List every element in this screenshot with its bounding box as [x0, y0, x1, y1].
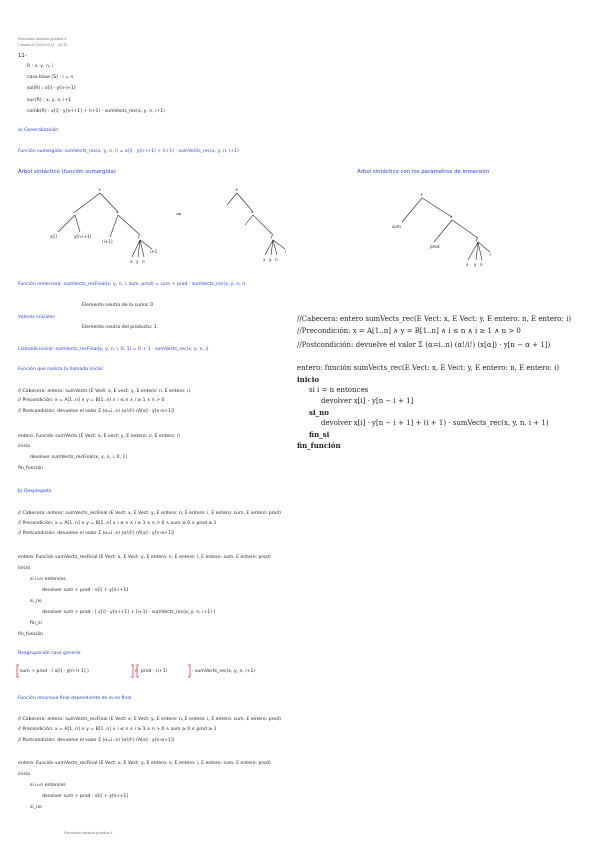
tree-title-2: Árbol sintáctico con los parámetros de inmersión — [357, 169, 490, 175]
spec-line: si i=n entonces — [30, 577, 66, 582]
reagrupacion-label: Reagrupación caso general — [18, 651, 81, 656]
def-line: R : x, y, n, i — [27, 64, 54, 69]
spec-line: si_no — [30, 599, 42, 604]
typed-line: devolver x[i] · y[n − i + 1] — [321, 397, 414, 405]
func-sumergida: Función sumergida: sumVects_rec(x, y, n, i) = x[i] · y[n-i+1] + (i+1) · sumVects_rec(x, y, n, i+1) — [18, 149, 239, 154]
spec-line: devolver sum + prod · x[i] + y[n-i+1] — [42, 794, 129, 799]
tree-times: * — [450, 216, 453, 221]
typed-line: si_no — [309, 408, 329, 417]
tree-leaf: i — [490, 252, 492, 257]
spec-line: fin_función — [18, 632, 44, 637]
typed-line: si i = n entonces — [309, 386, 369, 394]
tree-leaf: (i+1) — [102, 239, 113, 244]
funcion-llamada-label: Función que realiza la llamada inicial — [18, 367, 103, 372]
tree-leaf: f — [138, 235, 140, 240]
spec-line: inicio — [18, 566, 31, 571]
llamada-inicial: Llamada inicial: sumVects_recFinal(x, y, n, i, 0, 1) = 0 + 1 · sumVects_rec(x, y, n, i) — [18, 347, 209, 352]
spec-line: // Postcondición: devuelve el valor Σ (α=i..n) (α!/i!) (A[α] · y[n-α+1]) — [18, 738, 175, 743]
spec-line: entero: Función sumVects_recFinal (E Vect: x, E Vect: y, E entero: n, E entero: i, E entero: sum, E entero: prod) — [18, 555, 271, 560]
spec-line: // Postcondición: devuelve el valor Σ (α=i..n) (α!/i!) (A[α] · y[n-α+1]) — [18, 409, 175, 414]
syntax-tree-2 — [215, 185, 315, 270]
tree-leaf: i — [285, 249, 287, 254]
spec-line: // Cabecera: entero: sumVects_recFinal (E Vect: x, E Vect: y, E entero: n, E entero: i, E entero: sum, E entero: prod) — [18, 511, 281, 516]
tree-plus: + — [98, 187, 102, 192]
tree-leaf: f — [271, 235, 273, 240]
tree-leaf: n — [275, 257, 278, 262]
section-heading: a) Generalización — [18, 128, 59, 133]
tree-leaf: f — [476, 238, 478, 243]
problem-label: 11- — [18, 53, 27, 59]
spec-line: // Precondición: x = A[1..n] ∧ y = B[1..n] ∧ i ≤ n ∧ i ≥ 1 ∧ n > 0 ∧ sum ≥ 0 ∧ prod ≥ 1 — [18, 727, 217, 732]
spec-line: devolver sumVects_recFinal(x, y, n, i, 0, 1) — [30, 455, 128, 460]
def-line: comb(R) : x[i] · y[n-i+1] + (i+1) · sumVects_rec(x, y, n, i+1) — [27, 109, 165, 114]
page-footer: Recursión idealiza práctica 4 — [64, 831, 113, 835]
syntax-tree-1 — [40, 185, 170, 270]
func-inmersora-label: Función inmersora: sumVects_recFinal(x, y, n, i, sum, prod) = sum + prod · sumVects_rec(x, y, n, i) — [18, 282, 246, 287]
section-heading: b) Desplegado — [18, 489, 52, 494]
reag-formula: · sumVects_rec(x, y, n, i+1) — [192, 669, 256, 674]
neutro-producto: Elemento neutro del producto: 1 — [82, 325, 157, 330]
spec-line: entero: Función sumVects_recFinal (E Vect: x, E Vect: y, E entero: n, E entero: i, E entero: sum, E entero: prod) — [18, 761, 271, 766]
arrow: ⇒ — [176, 211, 182, 218]
typed-line: //Cabecera: entero sumVects_rec(E Vect: x, E Vect: y, E entero: n, E entero: i) — [297, 315, 572, 323]
tree-leaf: x[i] — [50, 234, 57, 239]
tree-times: * — [251, 211, 254, 216]
tree-leaf: x — [466, 262, 469, 267]
spec-line: si_no — [30, 805, 42, 810]
typed-line: //Postcondición: devuelve el valor Σ (α=i..n) (α!/i!) (x[α]) · y[n − α + 1]) — [297, 341, 551, 349]
tree-plus: + — [420, 192, 424, 197]
recursiva-final-label: Función recursiva final dependiente de la no final — [18, 696, 132, 701]
tree-leaf: i+1 — [150, 249, 158, 254]
tree-times: * — [73, 211, 76, 216]
typed-line: //Precondición: x = A[1..n] ∧ y = B[1..n] ∧ i ≤ n ∧ i ≥ 1 ∧ n > 0 — [297, 327, 521, 335]
tree-title: Árbol sintáctico (función sumergida) — [18, 169, 116, 175]
spec-line: fin_si — [30, 621, 42, 626]
spec-line: devolver sum + prod · [ x[i] · y[n-i+1] + (i+1) · sumVects_rec(x, y, n, i+1) ] — [42, 610, 216, 615]
tree-leaf: x — [263, 257, 266, 262]
spec-line: // Cabecera: entero: sumVects (E Vect: x, E vect: y, E entero: n, E entero: i) — [18, 389, 191, 394]
reag-formula: sum + prod · ( x[i] · y[n-i+1] ) — [20, 669, 89, 674]
tree-leaf: n — [480, 262, 483, 267]
valores-iniciales-label: Valores iniciales — [18, 315, 55, 320]
tree-plus: + — [235, 187, 239, 192]
spec-line: // Postcondición: devuelve el valor Σ (α=i..n) (α!/i!) (A[α] · y[n-α+1]) — [18, 531, 175, 536]
spec-line: inicio — [18, 772, 31, 777]
page-subtitle: Creado el 2024-03-11 - 10:31 — [18, 43, 68, 47]
typed-line: fin_función — [297, 441, 341, 450]
typed-line: devolver x[i] · y[n − i + 1] + (i + 1) · sumVects_rec(x, y, n, i + 1) — [321, 419, 549, 427]
tree-leaf: x — [130, 259, 133, 264]
spec-line: devolver sum + prod · x[i] + y[n-i+1] — [42, 588, 129, 593]
tree-leaf: y[n-i+1] — [74, 234, 92, 239]
tree-leaf: y — [474, 262, 477, 267]
neutro-suma: Elemento neutro de la suma: 0 — [82, 303, 154, 308]
page-title: Recursión idealiza práctica 4 — [18, 37, 67, 41]
typed-line: entero: función sumVects_rec(E Vect: x, E Vect: y, E entero: n, E entero: i) — [297, 364, 560, 372]
typed-line: inicio — [297, 375, 319, 384]
def-line: sol(R) : x[i] · y[n-i+1] — [27, 86, 76, 91]
def-line: suc(R) : x, y, n, i+1 — [27, 98, 72, 103]
tree-leaf: n — [142, 259, 145, 264]
spec-line: // Cabecera: entero: sumVects_recFinal (E Vect: x, E Vect: y, E entero: n, E entero: i, E entero: sum, E entero: prod) — [18, 717, 281, 722]
reag-formula: + — [134, 669, 138, 674]
spec-line: fin_función — [18, 466, 44, 471]
def-line: caso base (S) : i = n — [27, 75, 74, 80]
reag-formula: prod · (i+1) — [141, 669, 168, 674]
spec-line: entero: Función sumVects (E Vect: x, E vect: y, E entero: n, E entero: i) — [18, 434, 180, 439]
typed-line: fin_si — [309, 430, 330, 439]
tree-times: * — [116, 211, 119, 216]
tree-leaf: y — [269, 257, 272, 262]
tree-leaf: sum — [392, 224, 401, 229]
syntax-tree-3 — [390, 190, 500, 270]
spec-line: // Precondición: x = A[1..n] ∧ y = B[1..n] ∧ i ≤ n ∧ i ≥ 1 ∧ n > 0 ∧ sum ≥ 0 ∧ prod ≥ 1 — [18, 521, 217, 526]
tree-leaf: y — [136, 259, 139, 264]
spec-line: si i=n entonces — [30, 783, 66, 788]
spec-line: inicio — [18, 444, 31, 449]
spec-line: // Precondición: x = A[1..n] ∧ y = B[1..n] ∧ i ≤ n ∧ i ≥ 1 ∧ n > 0 — [18, 398, 165, 403]
tree-leaf: prod — [430, 244, 440, 249]
